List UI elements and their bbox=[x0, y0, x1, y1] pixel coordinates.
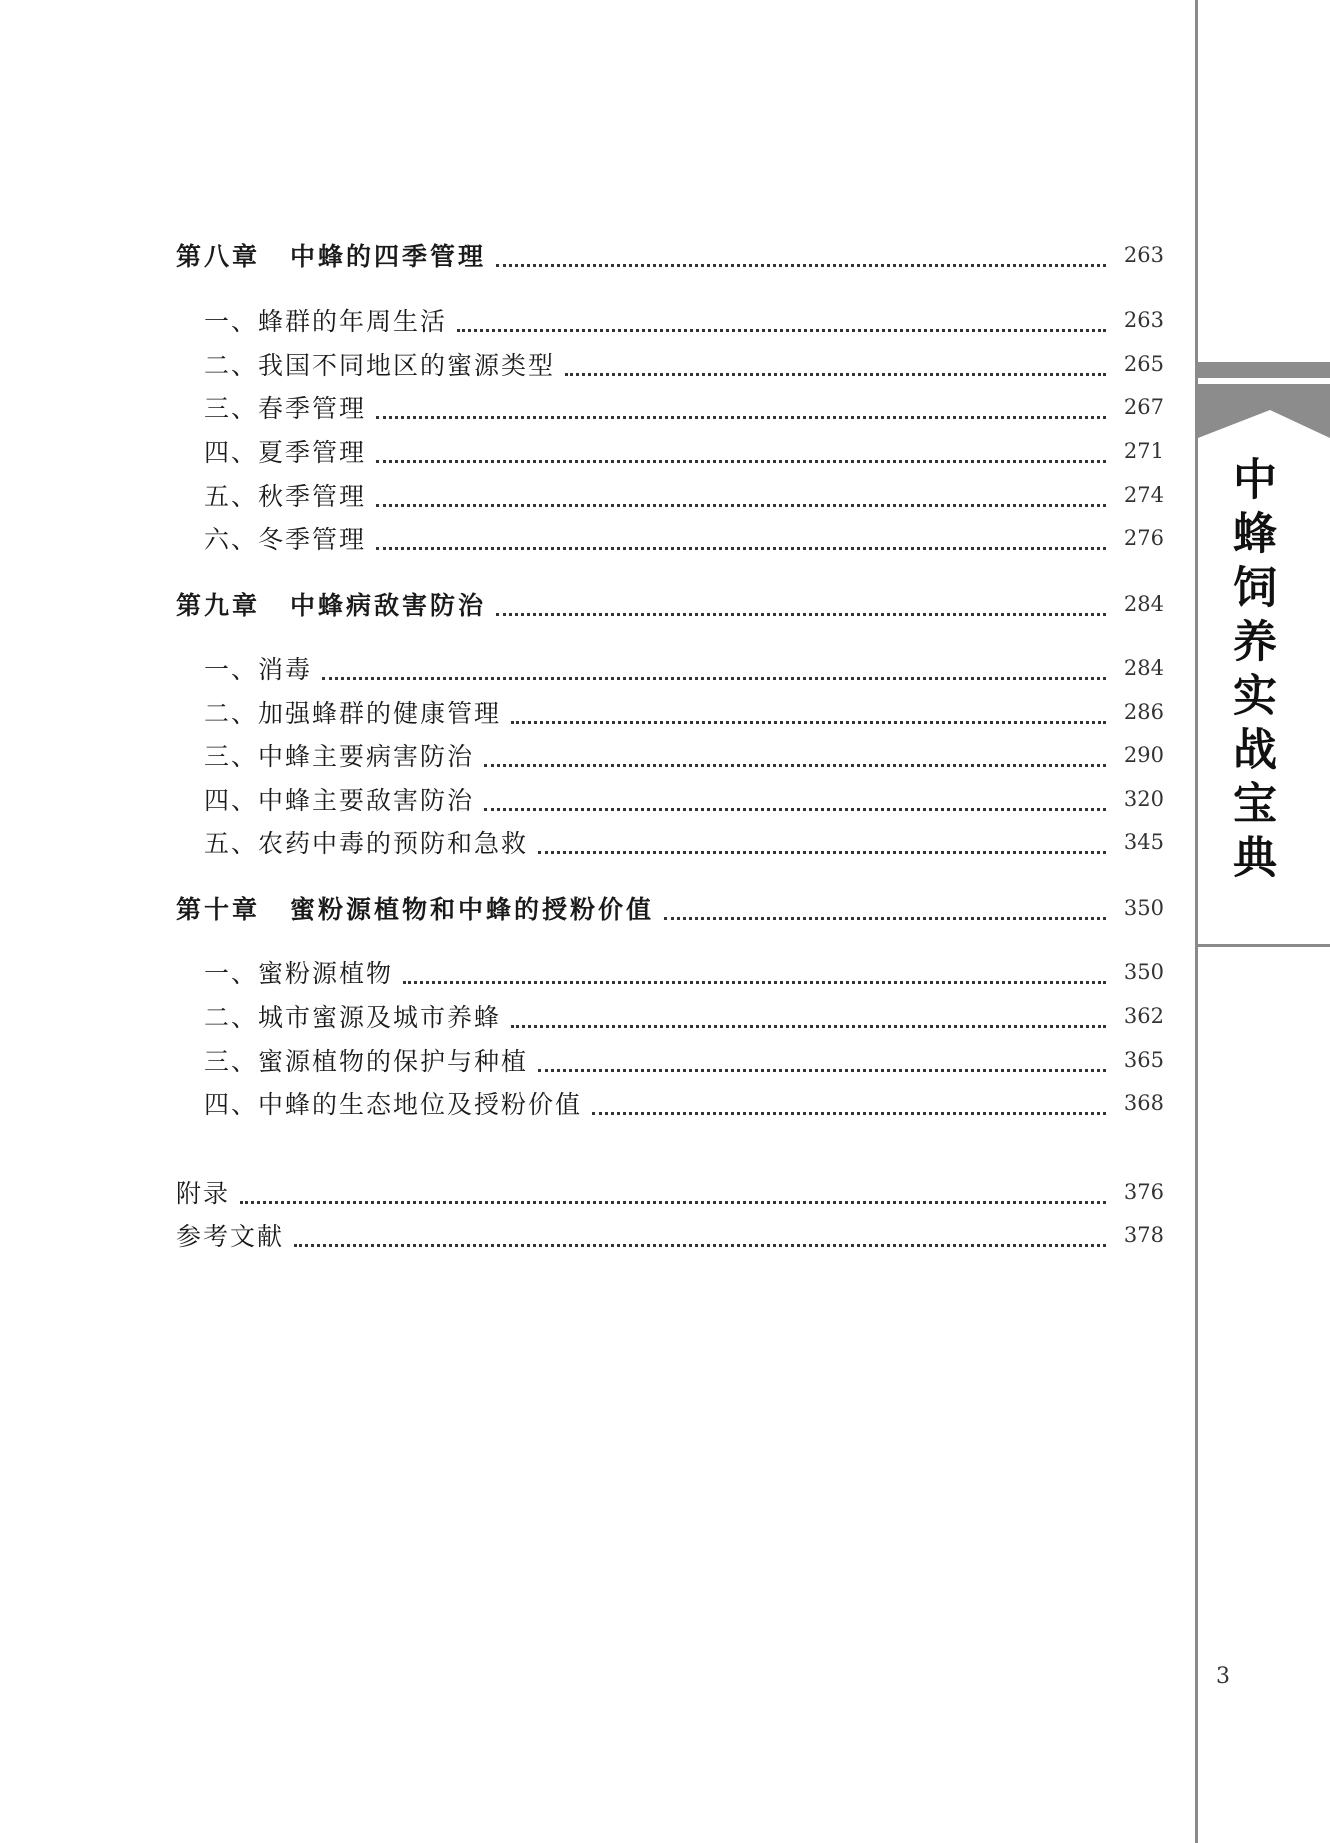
toc-entry-page: 350 bbox=[1123, 896, 1164, 920]
toc-section-entry[interactable] bbox=[204, 518, 1164, 558]
toc-section-entry[interactable] bbox=[204, 952, 1164, 992]
side-divider-line bbox=[1198, 944, 1330, 947]
dot-leader bbox=[511, 1023, 1106, 1028]
dot-leader bbox=[376, 545, 1106, 550]
toc-entry-page: 376 bbox=[1123, 1180, 1164, 1204]
side-band bbox=[1198, 362, 1330, 378]
toc-entry-title: 四、中蜂的生态地位及授粉价值 bbox=[204, 1090, 583, 1119]
toc-appendix-entry[interactable] bbox=[176, 1215, 1164, 1255]
chapter-title: 中蜂的四季管理 bbox=[290, 242, 487, 271]
dot-leader bbox=[511, 719, 1106, 724]
toc-section-entry[interactable] bbox=[204, 648, 1164, 688]
toc-entry-title: 四、夏季管理 bbox=[204, 438, 367, 467]
chapter-title: 蜜粉源植物和中蜂的授粉价值 bbox=[290, 895, 655, 924]
toc-appendix-entry[interactable] bbox=[176, 1172, 1164, 1212]
toc-section-entry[interactable] bbox=[204, 475, 1164, 515]
dot-leader bbox=[240, 1199, 1106, 1204]
toc-chapter-entry[interactable] bbox=[176, 235, 1164, 275]
toc-entry-title: 二、加强蜂群的健康管理 bbox=[204, 699, 502, 728]
toc-entry-title: 附录 bbox=[176, 1179, 231, 1208]
toc-entry-title bbox=[176, 237, 486, 273]
dot-leader bbox=[565, 371, 1106, 376]
dot-leader bbox=[496, 611, 1106, 616]
toc-entry-page: 263 bbox=[1123, 308, 1164, 332]
toc-entry-title: 三、春季管理 bbox=[204, 394, 367, 423]
toc-entry-page: 263 bbox=[1123, 243, 1164, 267]
toc-section-entry[interactable] bbox=[204, 344, 1164, 384]
dot-leader bbox=[376, 458, 1106, 463]
toc-entry-title: 三、中蜂主要病害防治 bbox=[204, 742, 475, 771]
page-number: 3 bbox=[1216, 1664, 1230, 1689]
toc-entry-page: 320 bbox=[1123, 787, 1164, 811]
toc-entry-page: 368 bbox=[1123, 1091, 1164, 1115]
toc-entry-title: 一、蜜粉源植物 bbox=[204, 959, 394, 988]
dot-leader bbox=[538, 1067, 1106, 1072]
toc-entry-title bbox=[176, 586, 486, 622]
toc-entry-title: 三、蜜源植物的保护与种植 bbox=[204, 1047, 529, 1076]
dot-leader bbox=[484, 806, 1106, 811]
toc-entry-page: 265 bbox=[1123, 352, 1164, 376]
toc-entry-page: 271 bbox=[1123, 439, 1164, 463]
dot-leader bbox=[457, 327, 1106, 332]
toc-entry-title: 六、冬季管理 bbox=[204, 525, 367, 554]
dot-leader bbox=[376, 414, 1106, 419]
toc-entry-title: 一、消毒 bbox=[204, 655, 313, 684]
toc-entry-title: 参考文献 bbox=[176, 1222, 285, 1251]
toc-entry-page: 276 bbox=[1123, 526, 1164, 550]
toc-section-entry[interactable] bbox=[204, 996, 1164, 1036]
side-chevron-decoration bbox=[1198, 384, 1330, 438]
toc-entry-page: 350 bbox=[1123, 960, 1164, 984]
toc-entry-title: 五、秋季管理 bbox=[204, 482, 367, 511]
toc-entry-page: 267 bbox=[1123, 395, 1164, 419]
toc-entry-title: 二、我国不同地区的蜜源类型 bbox=[204, 351, 556, 380]
toc-section-entry[interactable] bbox=[204, 692, 1164, 732]
toc-section-entry[interactable] bbox=[204, 300, 1164, 340]
toc-entry-page: 290 bbox=[1123, 743, 1164, 767]
toc-entry-title: 四、中蜂主要敌害防治 bbox=[204, 786, 475, 815]
toc-entry-page: 274 bbox=[1123, 483, 1164, 507]
chapter-number: 第十章 bbox=[176, 895, 261, 924]
toc-entry-page: 286 bbox=[1123, 700, 1164, 724]
toc-entry-page: 284 bbox=[1123, 592, 1164, 616]
toc-entry-page: 345 bbox=[1123, 830, 1164, 854]
dot-leader bbox=[664, 915, 1106, 920]
toc-section-entry[interactable] bbox=[204, 822, 1164, 862]
margin-divider-line bbox=[1195, 0, 1198, 1843]
book-title-vertical: 中蜂饲养实战宝典 bbox=[1225, 456, 1276, 888]
dot-leader bbox=[403, 979, 1106, 984]
toc-chapter-entry[interactable] bbox=[176, 584, 1164, 624]
toc-chapter-entry[interactable] bbox=[176, 888, 1164, 928]
toc-section-entry[interactable] bbox=[204, 1083, 1164, 1123]
dot-leader bbox=[294, 1242, 1106, 1247]
toc-section-entry[interactable] bbox=[204, 779, 1164, 819]
toc-entry-title: 二、城市蜜源及城市养蜂 bbox=[204, 1003, 502, 1032]
table-of-contents bbox=[176, 0, 1164, 1843]
dot-leader bbox=[322, 675, 1106, 680]
toc-section-entry[interactable] bbox=[204, 735, 1164, 775]
toc-entry-title: 五、农药中毒的预防和急救 bbox=[204, 829, 529, 858]
chapter-number: 第八章 bbox=[176, 242, 261, 271]
chapter-title: 中蜂病敌害防治 bbox=[290, 591, 487, 620]
toc-section-entry[interactable] bbox=[204, 387, 1164, 427]
dot-leader bbox=[538, 849, 1106, 854]
chapter-number: 第九章 bbox=[176, 591, 261, 620]
toc-entry-page: 378 bbox=[1123, 1223, 1164, 1247]
toc-entry-title: 一、蜂群的年周生活 bbox=[204, 307, 448, 336]
toc-entry-page: 365 bbox=[1123, 1048, 1164, 1072]
toc-section-entry[interactable] bbox=[204, 1040, 1164, 1080]
toc-entry-page: 362 bbox=[1123, 1004, 1164, 1028]
toc-entry-page: 284 bbox=[1123, 656, 1164, 680]
dot-leader bbox=[376, 502, 1106, 507]
toc-entry-title bbox=[176, 890, 654, 926]
dot-leader bbox=[592, 1110, 1106, 1115]
toc-section-entry[interactable] bbox=[204, 431, 1164, 471]
dot-leader bbox=[496, 262, 1106, 267]
dot-leader bbox=[484, 762, 1106, 767]
